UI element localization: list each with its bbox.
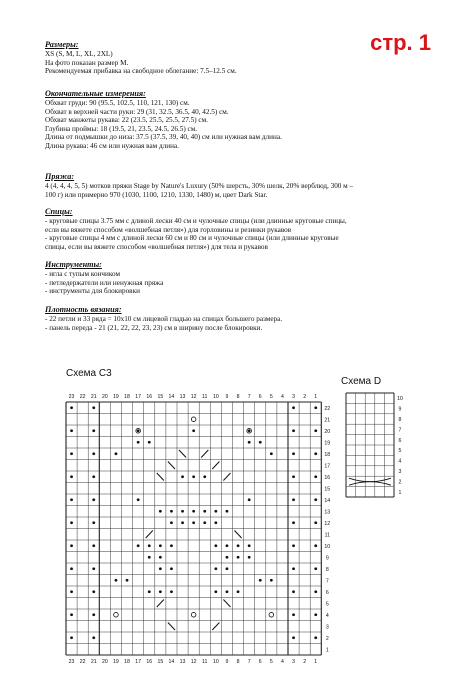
row-number: 8 <box>398 417 402 423</box>
purl-symbol <box>137 429 140 432</box>
purl-symbol <box>292 567 295 570</box>
yarn-over-symbol <box>191 417 196 422</box>
column-number: 12 <box>190 659 197 665</box>
purl-symbol <box>170 521 173 524</box>
purl-symbol <box>137 498 140 501</box>
row-number: 6 <box>398 437 402 444</box>
yarn-over-symbol <box>114 612 119 617</box>
measurements-line: Обхват в верхней части руки: 29 (31, 32.5, 36.5, 40, 42.5) см. <box>45 107 229 116</box>
decrease-symbol <box>235 531 242 539</box>
gauge-line: - 22 петли и 33 ряда = 10x10 см лицевой гладью на спицах большего размера. <box>45 315 283 323</box>
yarn-line: 100 г) или примерно 970 (1030, 1100, 1210, 1330, 1480) м, цвет Dark Star. <box>45 190 268 199</box>
purl-symbol <box>92 498 95 501</box>
purl-symbol <box>170 567 173 570</box>
purl-symbol <box>92 544 95 547</box>
column-number: 17 <box>135 659 142 665</box>
row-number: 6 <box>325 589 329 596</box>
purl-symbol <box>70 475 73 478</box>
row-number: 5 <box>398 448 402 455</box>
purl-symbol <box>314 590 317 593</box>
page-number: стр. 1 <box>370 30 431 55</box>
purl-symbol <box>192 429 195 432</box>
purl-symbol <box>92 613 95 616</box>
sizes-line: XS (S, M, L, XL, 2XL) <box>45 50 113 58</box>
tools-line: - инструменты для блокировки <box>45 287 140 296</box>
row-number: 1 <box>398 489 402 496</box>
measurements-heading: Окончательные измерения: <box>45 89 146 98</box>
measurements-line: Длина от подмышки до низа: 37.5 (37.5, 39, 40, 40) см или нужная вам длина. <box>45 133 282 142</box>
sizes-heading: Размеры: <box>45 40 79 49</box>
purl-symbol <box>226 567 229 570</box>
column-number: 8 <box>236 394 240 400</box>
column-number: 3 <box>292 659 295 665</box>
measurements-line: Обхват груди: 90 (95.5, 102.5, 110, 121, 130) см. <box>45 99 190 107</box>
purl-symbol <box>226 510 229 513</box>
purl-symbol <box>148 590 151 593</box>
column-number: 5 <box>269 394 273 400</box>
row-number: 14 <box>324 497 331 504</box>
purl-symbol <box>259 441 262 444</box>
purl-symbol <box>92 475 95 478</box>
purl-symbol <box>70 636 73 639</box>
chart-d-title: Схема D <box>341 376 382 387</box>
column-number: 1 <box>314 659 318 665</box>
decrease-symbol <box>168 462 175 470</box>
row-number: 22 <box>324 405 331 412</box>
column-number: 10 <box>212 659 219 665</box>
purl-symbol <box>92 452 95 455</box>
purl-symbol <box>159 510 162 513</box>
column-number: 21 <box>90 659 97 665</box>
row-number: 8 <box>325 566 329 573</box>
purl-symbol <box>148 441 151 444</box>
purl-symbol <box>203 521 206 524</box>
column-number: 11 <box>202 659 208 665</box>
purl-symbol <box>292 636 295 639</box>
purl-symbol <box>115 452 118 455</box>
purl-symbol <box>214 544 217 547</box>
tools-heading: Инструменты: <box>45 260 102 269</box>
column-number: 18 <box>124 659 130 665</box>
purl-symbol <box>237 556 240 559</box>
purl-symbol <box>92 521 95 524</box>
column-number: 23 <box>68 659 75 665</box>
purl-symbol <box>170 510 173 513</box>
column-number: 19 <box>113 394 119 400</box>
purl-symbol <box>70 567 73 570</box>
column-number: 23 <box>68 394 75 400</box>
row-number: 9 <box>325 555 329 562</box>
purl-symbol <box>226 556 229 559</box>
needles-line: - круговые спицы 4 мм с длиной лески 60 см и 80 см и чулочные спицы (или длинные круговые <box>45 234 339 243</box>
column-number: 15 <box>157 659 164 665</box>
purl-symbol <box>214 510 217 513</box>
measurements-line: Обхват манжеты рукава: 22 (23.5, 25.5, 25.5, 27.5) см. <box>45 116 208 125</box>
purl-symbol <box>292 406 295 409</box>
purl-symbol <box>92 429 95 432</box>
row-number: 2 <box>398 479 402 486</box>
column-number: 13 <box>179 394 186 400</box>
row-number: 15 <box>324 486 331 493</box>
purl-symbol <box>314 429 317 432</box>
needles-heading: Спицы: <box>45 207 73 216</box>
purl-symbol <box>159 556 162 559</box>
purl-symbol <box>292 429 295 432</box>
row-number: 4 <box>325 612 329 619</box>
purl-symbol <box>292 475 295 478</box>
column-number: 13 <box>179 659 186 665</box>
row-number: 18 <box>324 451 331 458</box>
row-number: 20 <box>324 428 331 435</box>
purl-symbol <box>148 556 151 559</box>
yarn-line: 4 (4, 4, 4, 5, 5) мотков пряжи Stage by Nature's Luxury (50% шерсть, 30% шелк, 20% верблюд, 300 м – <box>45 182 354 190</box>
purl-symbol <box>70 406 73 409</box>
column-number: 19 <box>113 659 119 665</box>
purl-symbol <box>314 498 317 501</box>
column-number: 21 <box>90 394 97 400</box>
column-number: 14 <box>168 659 175 665</box>
yarn-over-symbol <box>191 612 196 617</box>
purl-symbol <box>314 613 317 616</box>
row-number: 7 <box>398 427 402 434</box>
column-number: 6 <box>258 659 262 665</box>
purl-symbol <box>214 567 217 570</box>
purl-symbol <box>248 441 251 444</box>
purl-symbol <box>314 567 317 570</box>
purl-symbol <box>126 579 129 582</box>
purl-symbol <box>314 521 317 524</box>
row-number: 10 <box>397 396 403 403</box>
row-number: 9 <box>398 406 402 413</box>
purl-symbol <box>248 429 251 432</box>
column-number: 17 <box>135 394 142 400</box>
purl-symbol <box>115 579 118 582</box>
gauge-heading: Плотность вязания: <box>45 305 122 314</box>
decrease-symbol <box>157 473 164 481</box>
needles-line: - круговые спицы 3.75 мм с длиной лески 40 см и чулочные спицы (или длинные круговые спицы, <box>45 217 347 225</box>
column-number: 6 <box>258 394 262 400</box>
gauge-line: - панель переда - 21 (21, 22, 22, 23, 23) см в ширину после блокировки. <box>45 323 263 332</box>
purl-symbol <box>203 475 206 478</box>
row-number: 10 <box>324 543 331 550</box>
decrease-symbol <box>212 462 219 470</box>
purl-symbol <box>248 556 251 559</box>
purl-symbol <box>214 590 217 593</box>
purl-symbol <box>181 475 184 478</box>
purl-symbol <box>92 590 95 593</box>
purl-symbol <box>226 544 229 547</box>
purl-symbol <box>192 521 195 524</box>
sizes-line: Рекомендуемая прибавка на свободное облегание: 7.5–12.5 см. <box>45 67 237 76</box>
row-number: 5 <box>325 601 329 608</box>
sizes-line: На фото показан размер М. <box>45 58 129 67</box>
purl-symbol <box>237 544 240 547</box>
purl-symbol <box>214 521 217 524</box>
yarn-over-symbol <box>269 612 274 617</box>
purl-symbol <box>159 567 162 570</box>
column-number: 22 <box>79 394 86 400</box>
column-number: 20 <box>101 659 108 665</box>
column-number: 9 <box>225 394 229 400</box>
cable-symbol <box>349 478 391 482</box>
column-number: 10 <box>212 394 219 400</box>
purl-symbol <box>159 544 162 547</box>
decrease-symbol <box>223 600 230 608</box>
column-number: 9 <box>225 659 229 665</box>
decrease-symbol <box>146 531 153 539</box>
purl-symbol <box>203 510 206 513</box>
chart-c3-title: Схема С3 <box>66 368 112 379</box>
purl-symbol <box>192 475 195 478</box>
purl-symbol <box>92 406 95 409</box>
needles-line: спицы, если вы вяжете способом «волшебная петля») для тела и рукавов <box>45 242 268 251</box>
purl-symbol <box>192 510 195 513</box>
column-number: 4 <box>281 394 284 400</box>
purl-symbol <box>314 406 317 409</box>
purl-symbol <box>70 613 73 616</box>
decrease-symbol <box>212 623 219 631</box>
decrease-symbol <box>201 450 208 458</box>
column-number: 8 <box>236 659 240 665</box>
purl-symbol <box>292 590 295 593</box>
column-number: 15 <box>157 394 164 400</box>
purl-symbol <box>148 544 151 547</box>
purl-symbol <box>181 521 184 524</box>
column-number: 12 <box>190 394 197 400</box>
row-number: 13 <box>324 509 331 516</box>
column-number: 16 <box>146 659 153 665</box>
column-number: 11 <box>202 394 208 400</box>
column-number: 7 <box>247 659 251 665</box>
column-number: 5 <box>269 659 273 665</box>
purl-symbol <box>92 636 95 639</box>
purl-symbol <box>92 567 95 570</box>
purl-symbol <box>292 544 295 547</box>
needles-line: если вы вяжете способом «волшебная петля») для горловины и резинки рукавов <box>45 225 292 234</box>
measurements-line: Глубина проймы: 18 (19.5, 21, 23.5, 24.5, 26.5) см. <box>45 124 198 133</box>
row-number: 2 <box>325 635 329 642</box>
purl-symbol <box>70 521 73 524</box>
row-number: 21 <box>324 417 331 424</box>
purl-symbol <box>137 441 140 444</box>
purl-symbol <box>181 510 184 513</box>
row-number: 4 <box>398 458 402 465</box>
column-number: 20 <box>101 394 108 400</box>
decrease-symbol <box>223 473 230 481</box>
column-number: 14 <box>168 394 175 400</box>
purl-symbol <box>314 636 317 639</box>
decrease-symbol <box>157 600 164 608</box>
measurements-line: Длина рукава: 46 см или нужная вам длина. <box>45 141 179 150</box>
purl-symbol <box>270 452 273 455</box>
purl-symbol <box>70 590 73 593</box>
tools-line: - петледержатели или ненужная пряжа <box>45 278 164 287</box>
purl-symbol <box>270 579 273 582</box>
purl-symbol <box>170 590 173 593</box>
decrease-symbol <box>179 450 186 458</box>
purl-symbol <box>70 544 73 547</box>
purl-symbol <box>259 579 262 582</box>
purl-symbol <box>292 613 295 616</box>
column-number: 1 <box>314 394 318 400</box>
row-number: 17 <box>324 463 331 470</box>
row-number: 1 <box>325 647 329 654</box>
row-number: 19 <box>324 440 331 447</box>
purl-symbol <box>314 475 317 478</box>
purl-symbol <box>314 452 317 455</box>
row-number: 7 <box>325 578 329 585</box>
yarn-heading: Пряжа: <box>45 172 75 181</box>
row-number: 3 <box>398 469 402 475</box>
purl-symbol <box>248 498 251 501</box>
column-number: 16 <box>146 394 153 400</box>
row-number: 11 <box>324 532 330 539</box>
column-number: 22 <box>79 659 86 665</box>
purl-symbol <box>159 590 162 593</box>
row-number: 12 <box>324 520 331 527</box>
column-number: 18 <box>124 394 130 400</box>
column-number: 2 <box>303 659 307 665</box>
purl-symbol <box>137 544 140 547</box>
cable-symbol <box>349 482 391 486</box>
purl-symbol <box>226 590 229 593</box>
column-number: 7 <box>247 394 251 400</box>
purl-symbol <box>292 498 295 501</box>
purl-symbol <box>248 544 251 547</box>
purl-symbol <box>70 452 73 455</box>
row-number: 3 <box>325 624 329 631</box>
purl-symbol <box>237 590 240 593</box>
purl-symbol <box>292 452 295 455</box>
column-number: 3 <box>292 394 295 400</box>
row-number: 16 <box>324 474 331 481</box>
decrease-symbol <box>168 623 175 631</box>
purl-symbol <box>170 544 173 547</box>
column-number: 4 <box>281 659 284 665</box>
tools-line: - игла с тупым кончиком <box>45 270 120 278</box>
column-number: 2 <box>303 394 307 400</box>
purl-symbol <box>292 521 295 524</box>
purl-symbol <box>70 498 73 501</box>
purl-symbol <box>70 429 73 432</box>
purl-symbol <box>314 544 317 547</box>
